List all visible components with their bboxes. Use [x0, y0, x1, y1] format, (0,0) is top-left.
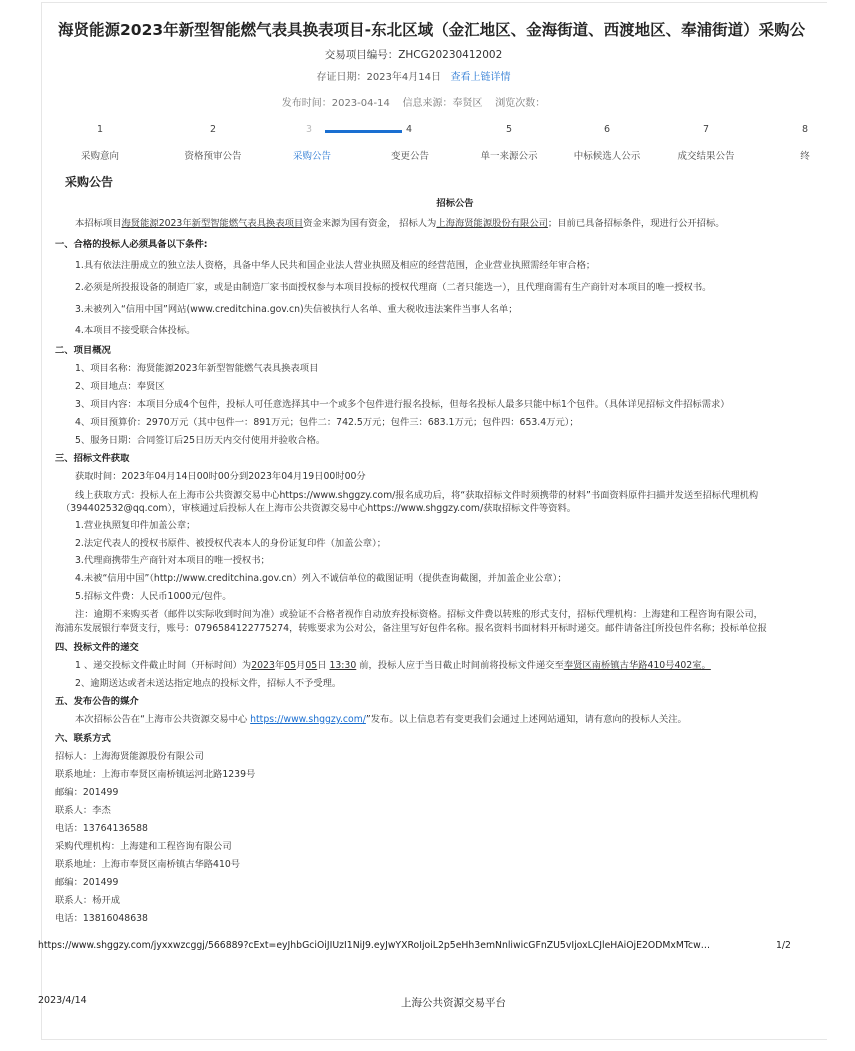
contact-line: 邮编：201499: [55, 787, 119, 798]
s3-item: 2.法定代表人的授权书原件、被授权代表本人的身份证复印件（加盖公章）；: [75, 538, 387, 549]
s3-note-2: 海浦东发展银行奉贤支行，账号：0796584122775274，转账要求为公对公，备注里写好包件名称。报名资料书面材料开标时递交。邮件请备注[所投包件名称；投标单位报: [55, 623, 767, 634]
s3-item: 3.代理商携带生产商针对本项目的唯一授权书；: [75, 555, 270, 566]
info-source: 信息来源：奉贤区: [402, 98, 483, 109]
step-5[interactable]: 5 单一来源公示: [480, 124, 538, 162]
section-2-heading: 二、项目概况: [55, 345, 111, 356]
step-6[interactable]: 6 中标候选人公示: [573, 124, 641, 162]
print-footer-date: 2023/4/14: [38, 995, 87, 1006]
s3-item: 1.营业执照复印件加盖公章；: [75, 520, 196, 531]
contact-line: 联系人：李杰: [55, 805, 111, 816]
print-footer-site: 上海公共资源交易平台: [401, 997, 506, 1009]
s3-online-1: 线上获取方式：投标人在上海市公共资源交易中心https://www.shggzy.com/报名成功后，将“获取招标文件时须携带的材料”书面资料原件扫描并发送至招标代理机构: [75, 490, 759, 501]
section-title: 采购公告: [65, 175, 114, 189]
section-6-heading: 六、联系方式: [55, 733, 111, 744]
doc-heading: 招标公告: [436, 198, 474, 209]
deposit-date: 存证日期：2023年4月14日: [316, 72, 441, 83]
meta-line: [41, 94, 786, 109]
step-7[interactable]: 7 成交结果公告: [677, 124, 735, 162]
step-1[interactable]: 1 采购意向: [80, 124, 119, 162]
contact-line: 联系地址：上海市奉贤区南桥镇古华路410号: [55, 859, 241, 870]
s2-item: 5、服务日期：合同签订后25日历天内交付使用并验收合格。: [75, 435, 326, 446]
project-code-line: [41, 47, 786, 62]
s1-item: 4.本项目不接受联合体投标。: [75, 325, 196, 336]
s3-time: 获取时间：2023年04月14日00时00分到2023年04月19日00时00分: [75, 471, 366, 482]
publish-time: 发布时间：2023-04-14: [281, 98, 390, 109]
step-8[interactable]: 8 终: [800, 124, 810, 162]
project-code: ZHCG20230412002: [398, 49, 503, 61]
s3-item: 5.招标文件费：人民币1000元/包件。: [75, 591, 232, 602]
s4-deadline: 1 、递交投标文件截止时间（开标时间）为2023年05月05日 13:30 前，投标人应于当日截止时间前将投标文件递交至奉贤区南桥镇古华路410号402室。: [75, 660, 711, 671]
chain-detail-link[interactable]: 查看上链详情: [450, 72, 511, 83]
s2-item: 3、项目内容：本项目分成4个包件，投标人可任意选择其中一个或多个包件进行报名投标，但每名投标人最多只能中标1个包件。（具体详见招标文件招标需求）: [75, 399, 730, 410]
s1-item: 3.未被列入“信用中国”网站(www.creditchina.gov.cn)失信被执行人名单、重大税收违法案件当事人名单；: [75, 304, 518, 315]
project-code-label: 交易项目编号：: [324, 49, 399, 61]
s2-item: 4、项目预算价：2970万元（其中包件一：891万元；包件二：742.5万元；包件三：683.1万元；包件四：653.4万元）；: [75, 417, 579, 428]
deposit-date-line: [41, 68, 786, 83]
s3-online-2: （394402532@qq.com），审核通过后投标人在上海市公共资源交易中心https://www.shggzy.com/获取招标文件等资料。: [61, 503, 577, 514]
print-page-number: 1/2: [776, 940, 791, 951]
step-2[interactable]: 2 资格预审公告: [184, 124, 242, 162]
s2-item: 1、项目名称：海贤能源2023年新型智能燃气表具换表项目: [75, 363, 319, 374]
s1-item: 1.具有依法注册成立的独立法人资格，具备中华人民共和国企业法人营业执照及相应的经营范围，企业营业执照需经年审合格；: [75, 260, 596, 271]
contact-line: 联系地址：上海市奉贤区南桥镇运河北路1239号: [55, 769, 256, 780]
s3-item: 4.未被“信用中国”（http://www.creditchina.gov.cn）列入不诚信单位的截图证明（提供查询截图，并加盖企业公章）；: [75, 573, 567, 584]
contact-line: 联系人：杨开成: [55, 895, 121, 906]
contact-line: 电话：13816048638: [55, 913, 148, 924]
shggzy-link[interactable]: https://www.shggzy.com/: [250, 714, 366, 725]
step-4[interactable]: 4 变更公告: [390, 124, 429, 162]
s1-item: 2.必须是所投报设备的制造厂家，或是由制造厂家书面授权参与本项目投标的授权代理商（二者只能选一），且代理商需有生产商针对本项目的唯一授权书。: [75, 282, 712, 293]
print-footer-url: https://www.shggzy.com/jyxxwzcggj/566889?cExt=eyJhbGciOiJIUzI1NiJ9.eyJwYXRoIjoiL2p5eHh3emNnliwicGFnZU5vIjoxLCJleHAiOjE2ODMxMTcw…: [38, 940, 711, 951]
section-4-heading: 四、投标文件的递交: [55, 642, 139, 653]
contact-line: 招标人：上海海贤能源股份有限公司: [55, 751, 204, 762]
s3-note-1: 注：逾期不来购买者（邮件以实际收到时间为准）或验证不合格者视作自动放弃投标资格。招标文件费以转账的形式支付，招标代理机构：上海建和工程咨询有限公司，: [75, 609, 763, 620]
section-5-heading: 五、发布公告的媒介: [55, 696, 139, 707]
process-steps: [41, 124, 810, 164]
view-count: 浏览次数：: [495, 98, 546, 109]
contact-line: 采购代理机构：上海建和工程咨询有限公司: [55, 841, 232, 852]
page-title: 海贤能源2023年新型智能燃气表具换表项目-东北区域（金汇地区、金海街道、西渡地区、奉浦街道）采购公: [58, 21, 806, 39]
s2-item: 2、项目地点：奉贤区: [75, 381, 165, 392]
section-3-heading: 三、招标文件获取: [55, 453, 130, 464]
s5-media: 本次招标公告在“上海市公共资源交易中心 https://www.shggzy.com/”发布。以上信息若有变更我们会通过上述网站通知，请有意向的投标人关注。: [75, 714, 687, 725]
contact-line: 邮编：201499: [55, 877, 119, 888]
doc-intro: 本招标项目海贤能源2023年新型智能燃气表具换表项目资金来源为国有资金， 招标人为上海海贤能源股份有限公司；目前已具备招标条件，现进行公开招标。: [75, 218, 725, 229]
s4-late: 2、逾期送达或者未送达指定地点的投标文件，招标人不予受理。: [75, 678, 342, 689]
step-3[interactable]: 3 采购公告: [292, 124, 331, 162]
contact-line: 电话：13764136588: [55, 823, 148, 834]
section-1-heading: 一、合格的投标人必须具备以下条件:: [55, 239, 208, 250]
